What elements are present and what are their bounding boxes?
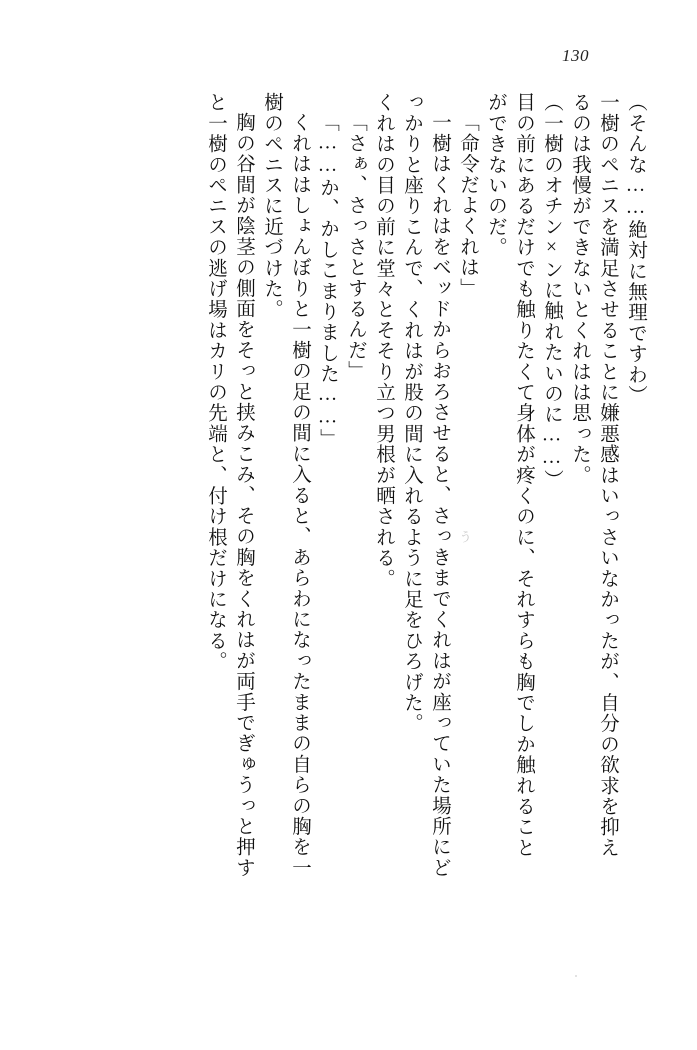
text-column: 樹のペニスに近づけた。 (261, 92, 282, 320)
text-column: 一樹はくれはをベッドからおろさせると、さっきまでくれはが座っていた場所にど (429, 112, 450, 878)
text-column: るのは我慢ができないとくれはは思った。 (569, 92, 590, 486)
text-column: 胸の谷間が陰茎の側面をそっと挟みこみ、その胸をくれはが両手でぎゅうっと押す (233, 112, 254, 878)
text-column: くれはの目の前に堂々とそそり立つ男根が晒される。 (373, 92, 394, 589)
page-number: 130 (562, 46, 589, 65)
body-text-block (52, 92, 645, 972)
text-column: 一樹のペニスを満足させることに嫌悪感はいっさいなかったが、自分の欲求を抑え (597, 92, 618, 858)
text-column: 「命令だよくれは」 (457, 112, 478, 299)
text-column: 「さぁ、さっさとするんだ」 (345, 112, 366, 382)
text-column: 「……か、かしこまりました……」 (317, 112, 338, 450)
text-column: っかりと座りこんで、くれはが股の間に入れるように足をひろげた。 (401, 92, 422, 734)
text-column: くれははしょんぼりと一樹の足の間に入ると、あらわになったままの自らの胸を一 (289, 112, 310, 878)
text-column: と一樹のペニスの逃げ場はカリの先端と、付け根だけになる。 (205, 92, 226, 672)
ghost-mark: う (457, 530, 472, 543)
text-column: 目の前にあるだけでも触りたくて身体が疼くのに、それすらも胸でしか触れること (513, 92, 534, 858)
text-column: ができないのだ。 (485, 92, 506, 258)
text-column: （一樹のオチン×ンに触れたいのに……） (541, 92, 562, 490)
text-column: （そんな……絶対に無理ですわ） (625, 92, 646, 406)
paper-speck (575, 975, 577, 977)
